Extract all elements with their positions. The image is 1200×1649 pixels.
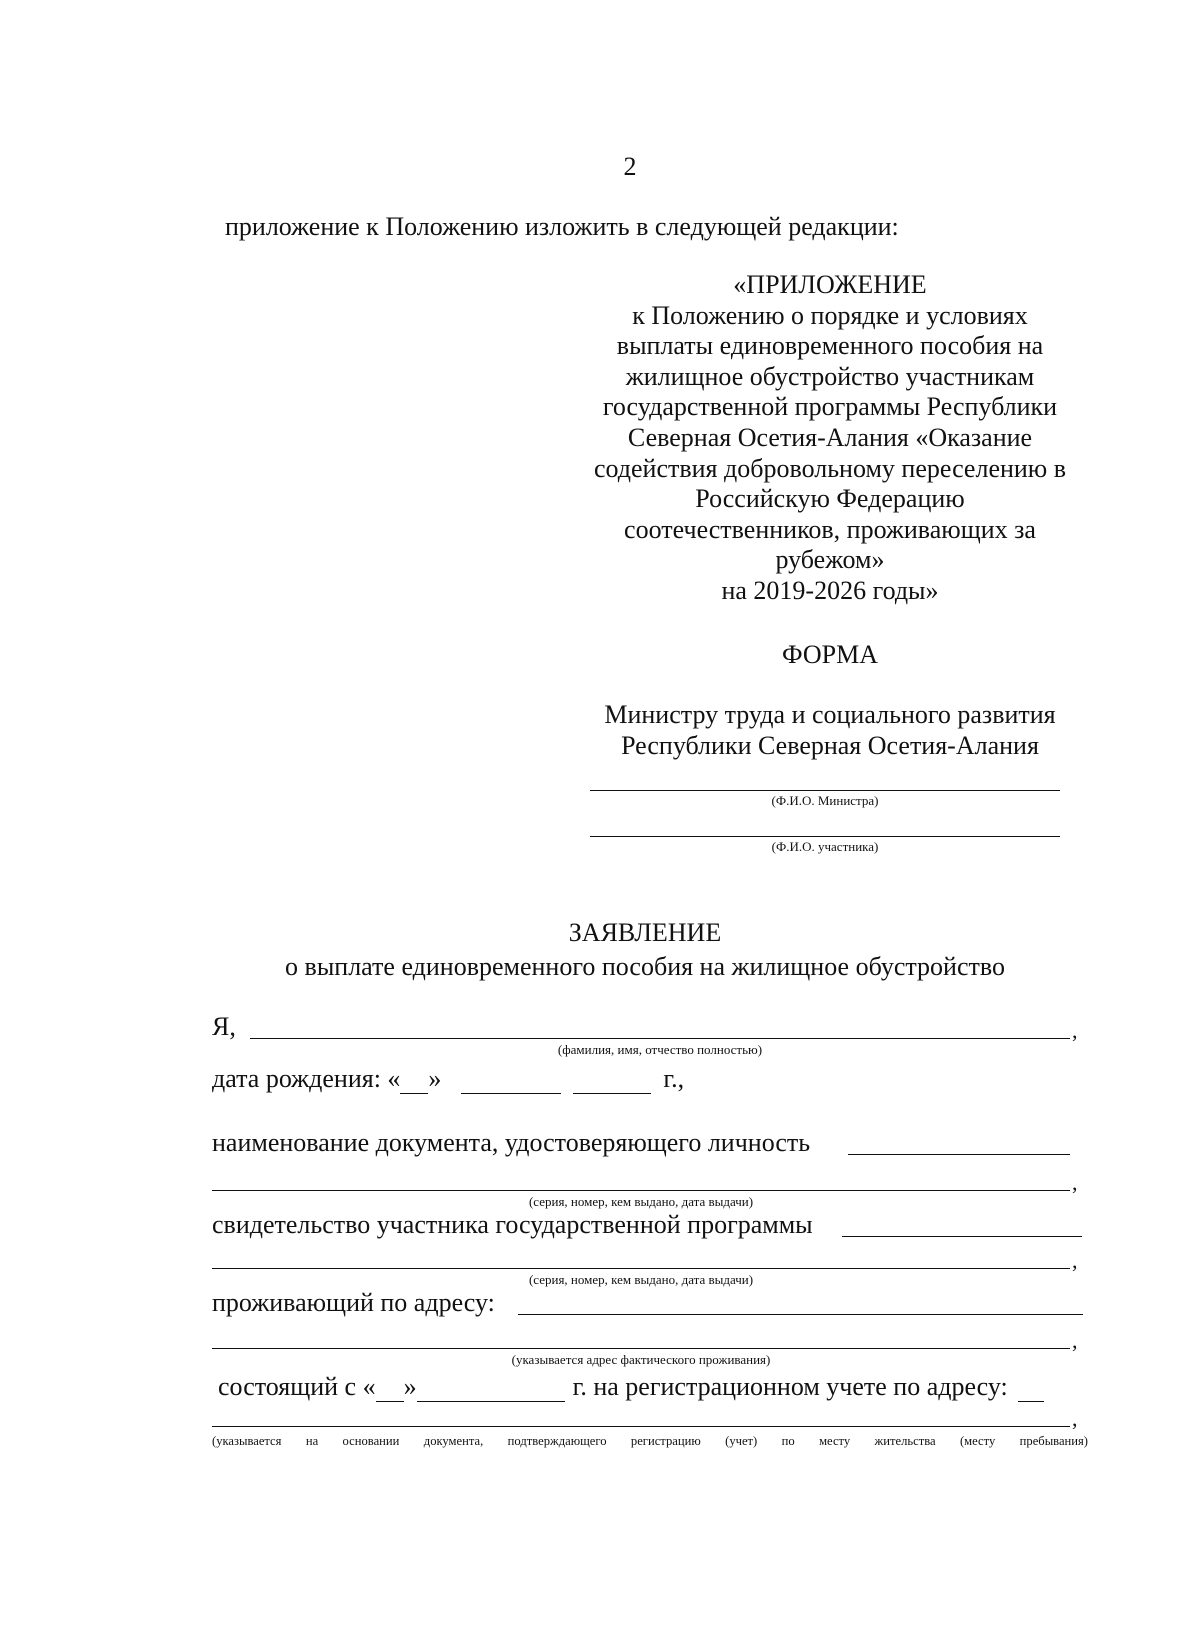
birth-label: дата рождения: « xyxy=(212,1064,401,1093)
id-doc-caption: (серия, номер, кем выдано, дата выдачи) xyxy=(528,1194,754,1209)
appendix-line: рубежом» xyxy=(775,545,885,575)
id-doc-row xyxy=(212,1128,810,1158)
registered-address-line[interactable] xyxy=(212,1426,1070,1427)
residence-caption: (указывается адрес фактического проживания) xyxy=(511,1352,771,1367)
comma: , xyxy=(1072,1328,1078,1353)
registered-label-end: г. на регистрационном учете по адресу: xyxy=(572,1372,1008,1401)
id-doc-details-line[interactable] xyxy=(212,1190,1070,1191)
participant-name-line[interactable] xyxy=(590,836,1060,837)
addressee-line1: Министру труда и социального развития xyxy=(604,700,1056,729)
residence-address-line[interactable] xyxy=(518,1314,1083,1315)
certificate-details-line[interactable] xyxy=(212,1268,1070,1269)
certificate-number-line[interactable] xyxy=(842,1236,1082,1237)
registration-row xyxy=(218,1372,1044,1402)
appendix-block xyxy=(580,270,1080,607)
form-label: ФОРМА xyxy=(782,640,878,669)
comma: , xyxy=(1072,1406,1078,1431)
registered-label-start: состоящий с « xyxy=(218,1372,376,1401)
appendix-line: соотечественников, проживающих за xyxy=(624,514,1036,544)
appendix-line: на 2019-2026 годы» xyxy=(721,575,939,605)
full-name-row xyxy=(212,1012,236,1042)
comma: , xyxy=(1072,1018,1078,1043)
certificate-row xyxy=(212,1210,813,1240)
residence-row xyxy=(212,1288,495,1318)
registered-day-field[interactable] xyxy=(376,1377,404,1402)
appendix-line: выплаты единовременного пособия на xyxy=(616,331,1044,361)
intro-text: приложение к Положению изложить в следующей редакции: xyxy=(225,212,899,241)
page-number: 2 xyxy=(623,152,637,181)
full-name-line[interactable] xyxy=(250,1038,1070,1039)
registered-address-field[interactable] xyxy=(1018,1377,1044,1402)
certificate-caption: (серия, номер, кем выдано, дата выдачи) xyxy=(528,1272,754,1287)
appendix-line: Северная Осетия-Алания «Оказание xyxy=(627,422,1033,452)
document-subtitle: о выплате единовременного пособия на жилищное обустройство xyxy=(285,952,1005,981)
residence-address-line-2[interactable] xyxy=(212,1348,1070,1349)
registered-caption: (указывается на основании документа, подтверждающего регистрацию (учет) по месту жительства (месту пребывания) xyxy=(212,1434,1088,1448)
certificate-label: свидетельство участника государственной программы xyxy=(212,1210,813,1239)
participant-caption: (Ф.И.О. участника) xyxy=(771,839,879,854)
birth-day-field[interactable] xyxy=(400,1069,428,1094)
birth-mid: » xyxy=(428,1064,442,1093)
minister-caption: (Ф.И.О. Министра) xyxy=(771,793,879,808)
minister-name-line[interactable] xyxy=(590,790,1060,791)
document-title: ЗАЯВЛЕНИЕ xyxy=(568,918,722,947)
appendix-line: к Положению о порядке и условиях xyxy=(632,300,1028,330)
appendix-line: содействия добровольному переселению в xyxy=(593,453,1067,483)
id-doc-name-line[interactable] xyxy=(848,1154,1070,1155)
birth-month-field[interactable] xyxy=(461,1069,561,1094)
appendix-line: Российскую Федерацию xyxy=(695,484,965,514)
addressee-line2: Республики Северная Осетия-Алания xyxy=(621,731,1039,760)
birth-date-row xyxy=(212,1064,684,1094)
appendix-line: жилищное обустройство участникам xyxy=(625,361,1035,391)
appendix-line: государственной программы Республики xyxy=(602,392,1058,422)
i-label: Я, xyxy=(212,1012,236,1041)
birth-year-field[interactable] xyxy=(573,1069,651,1094)
registered-date-field[interactable] xyxy=(417,1377,565,1402)
comma: , xyxy=(1072,1170,1078,1195)
id-doc-label: наименование документа, удостоверяющего личность xyxy=(212,1128,811,1157)
registered-label-mid: » xyxy=(403,1372,417,1401)
comma: , xyxy=(1072,1248,1078,1273)
birth-suffix: г., xyxy=(663,1064,685,1093)
full-name-caption: (фамилия, имя, отчество полностью) xyxy=(557,1042,763,1057)
residence-label: проживающий по адресу: xyxy=(212,1288,495,1317)
appendix-line: «ПРИЛОЖЕНИЕ xyxy=(733,270,927,299)
